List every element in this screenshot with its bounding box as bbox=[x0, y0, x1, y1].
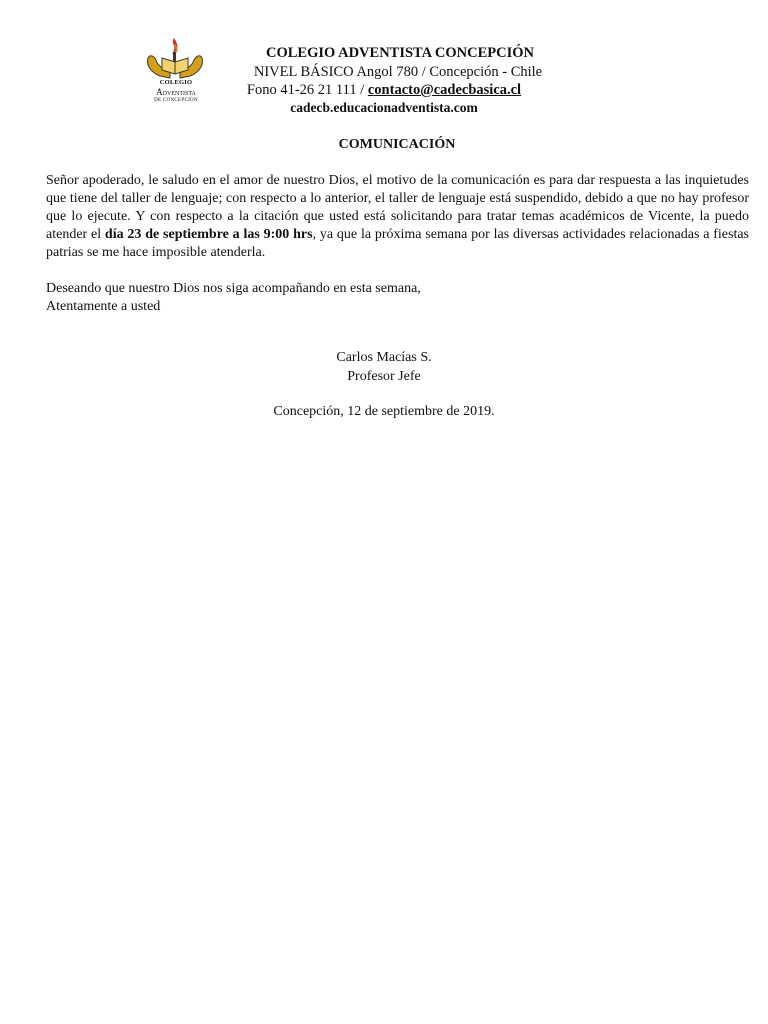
appointment-date: día 23 de septiembre a las 9:00 hrs bbox=[104, 227, 313, 242]
signature-name: Carlos Macías S. bbox=[336, 350, 432, 365]
closing-block bbox=[46, 280, 746, 316]
logo-line-1: COLEGIO bbox=[159, 79, 193, 86]
message-body bbox=[46, 172, 749, 262]
school-name: COLEGIO ADVENTISTA CONCEPCIÓN bbox=[265, 45, 535, 61]
message-body-part-2: , ya que la próxima semana por las diversas actividades relacionadas a fiestas patrias se me hace imposible atenderla. bbox=[46, 227, 749, 260]
signature-role: Profesor Jefe bbox=[347, 369, 421, 384]
logo-line-3: DE CONCEPCION bbox=[154, 97, 198, 103]
message-body-part-1: Señor apoderado, le saludo en el amor de nuestro Dios, el motivo de la comunicación es para dar respuesta a las inquietudes que tiene del taller de lenguaje; con respecto a lo anterior, el taller de lenguaje está suspendido, debido a que no hay profesor que lo ejecute. Y con respecto a la citación que usted está solicitando para tratar temas académicos de Vicente, la puedo atender el bbox=[46, 173, 749, 242]
website-text: cadecb.educacionadventista.com bbox=[290, 100, 478, 115]
closing-line-1: Deseando que nuestro Dios nos siga acompañando en esta semana, bbox=[46, 281, 421, 296]
closing-line-2: Atentamente a usted bbox=[46, 299, 161, 314]
phone-text: Fono 41-26 21 111 / bbox=[246, 82, 368, 98]
level-address: NIVEL BÁSICO Angol 780 / Concepción - Chile bbox=[253, 64, 543, 80]
date-line: Concepción, 12 de septiembre de 2019. bbox=[273, 404, 495, 419]
email-link[interactable]: contacto@cadecbasica.cl bbox=[367, 82, 522, 98]
logo-line-2: Adventista bbox=[156, 86, 196, 97]
document-title: COMUNICACIÓN bbox=[338, 137, 456, 152]
contact-line bbox=[184, 82, 584, 99]
letterhead bbox=[0, 36, 768, 126]
